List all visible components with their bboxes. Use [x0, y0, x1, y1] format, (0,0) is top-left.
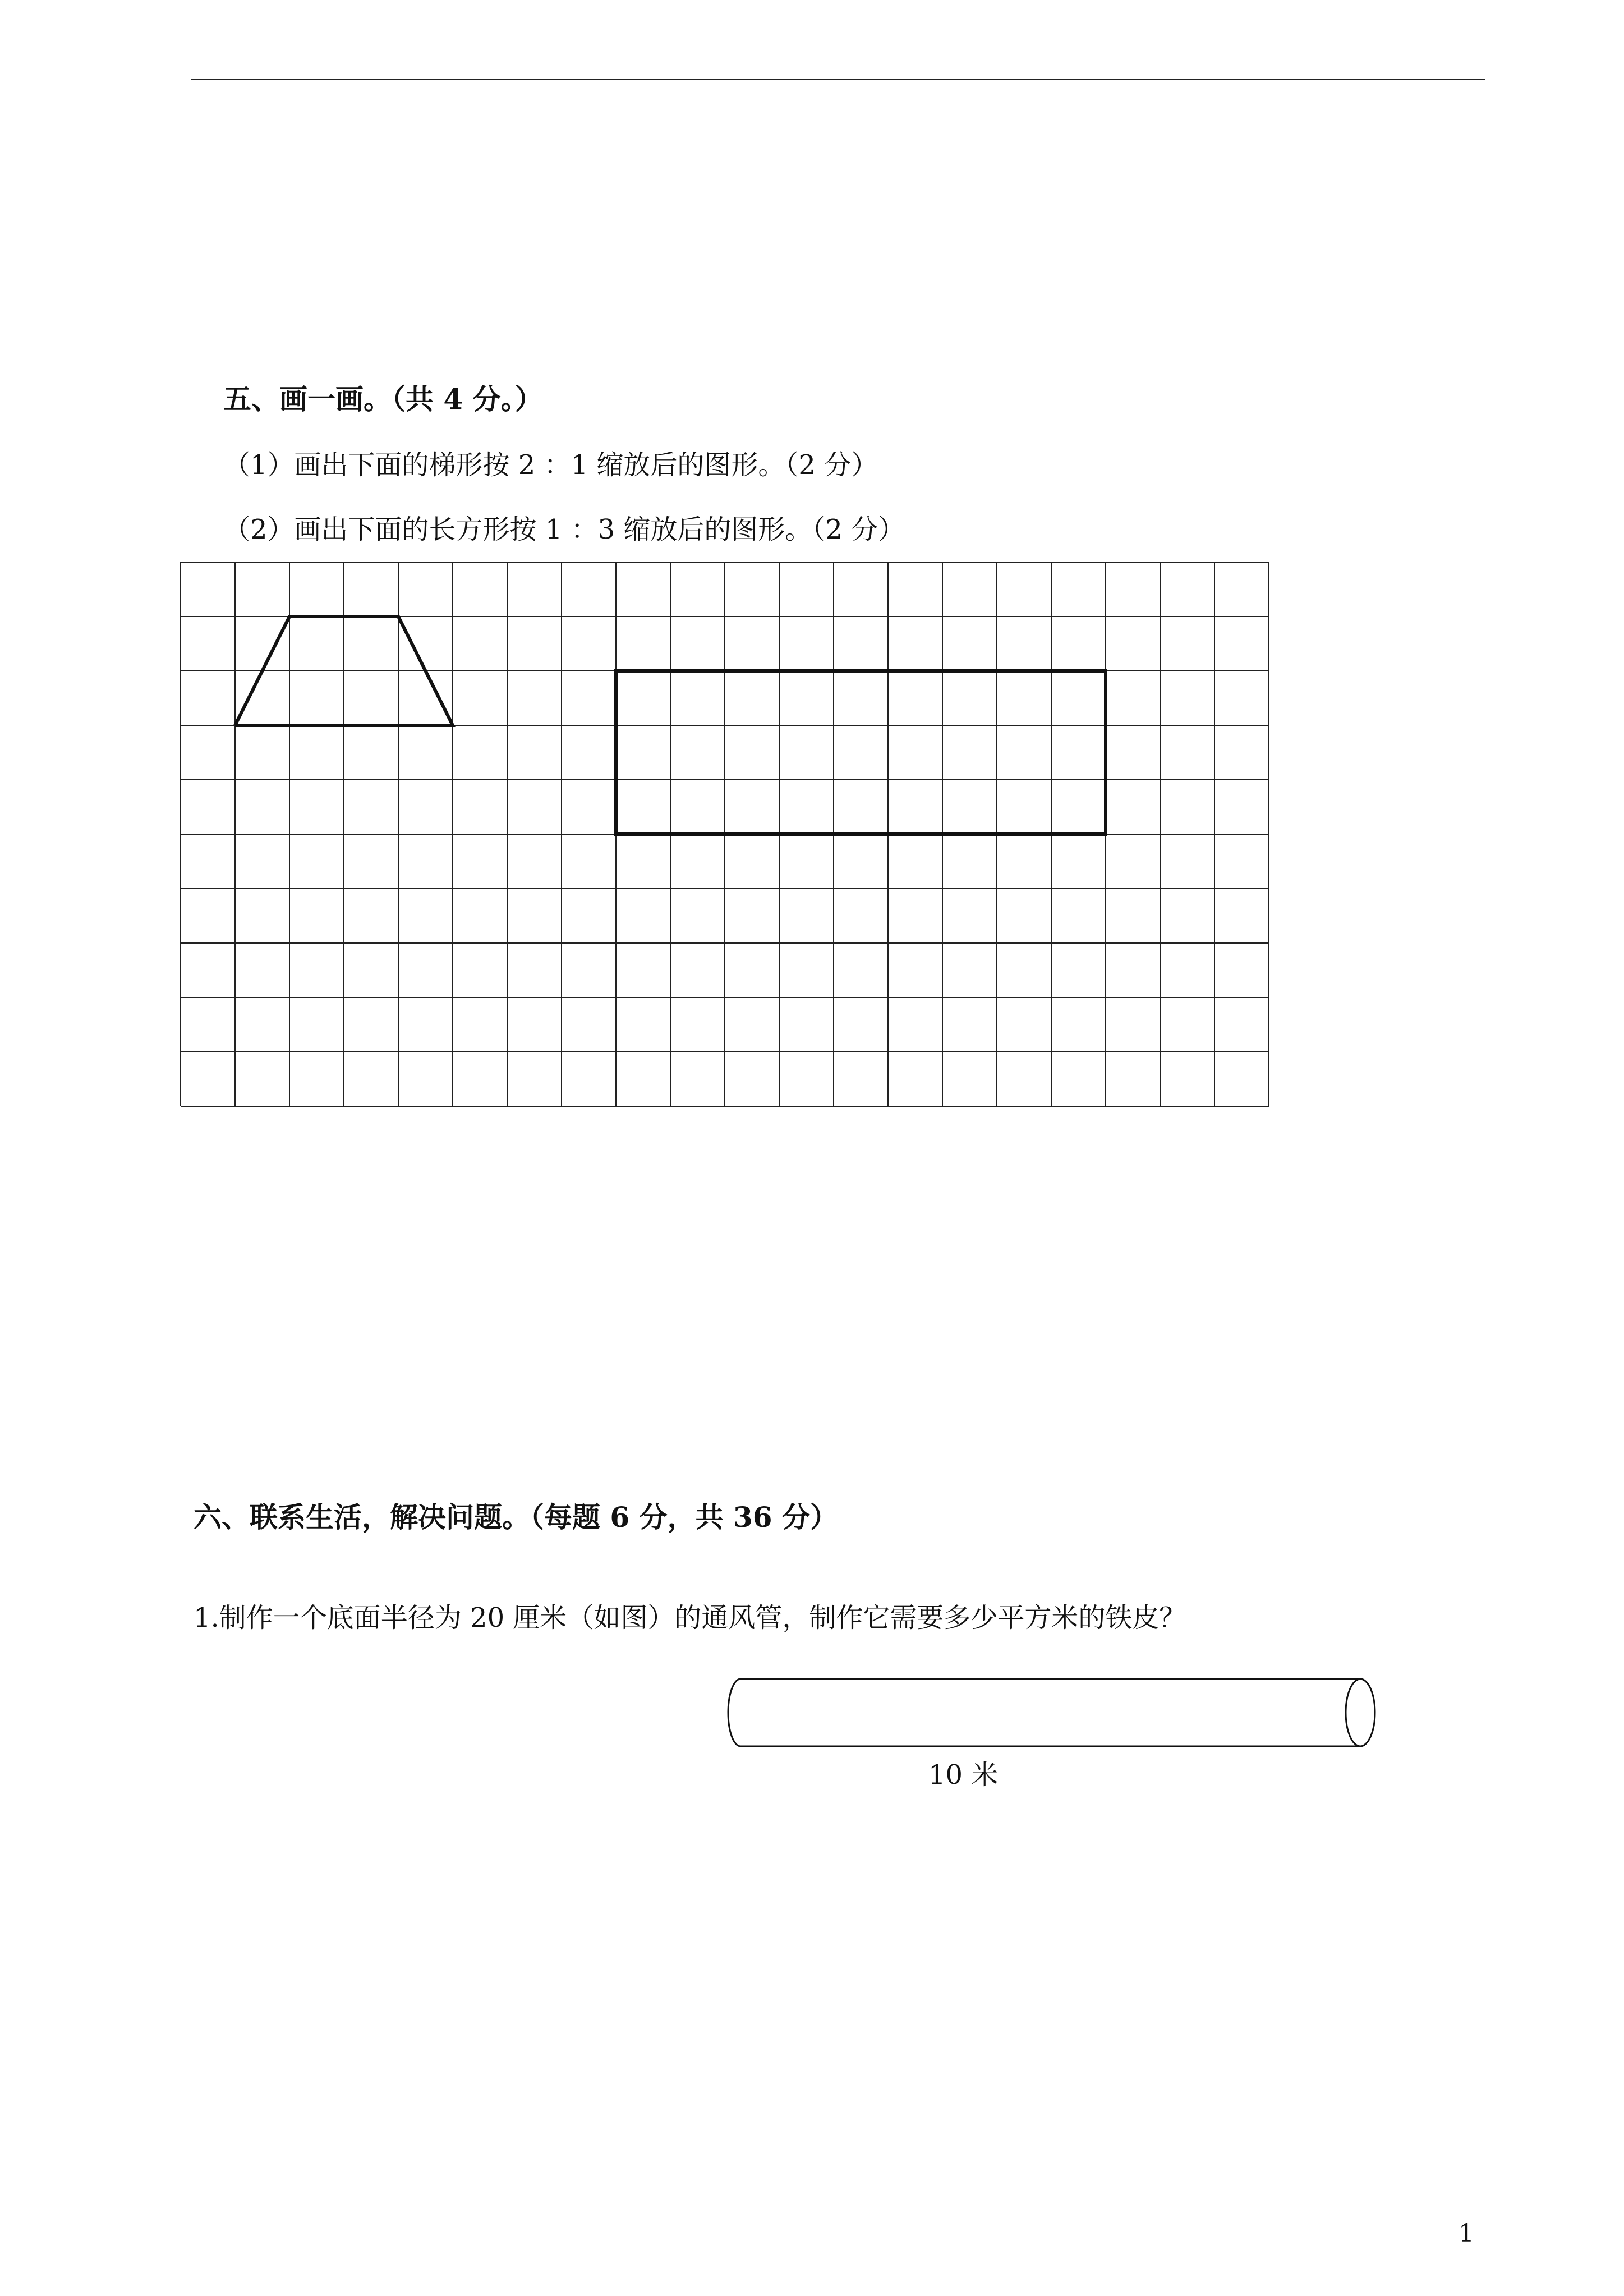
- section-6-question-1: 1.制作一个底面半径为 20 厘米（如图）的通风管，制作它需要多少平方米的铁皮？: [194, 1602, 1186, 1634]
- drawing-grid: [180, 561, 1279, 1116]
- page-number: 1: [1459, 2219, 1474, 2248]
- section-6-title: 六、联系生活，解决问题。（每题 6 分，共 36 分）: [194, 1501, 838, 1534]
- rectangle-shape: [616, 671, 1106, 834]
- section-5-question-1: （1）画出下面的梯形按 2 ：1 缩放后的图形。（2 分）: [223, 449, 878, 481]
- section-5-title: 五、画一画。（共 4 分。）: [223, 383, 543, 416]
- header-rule: [191, 79, 1485, 80]
- ventilation-pipe-figure: [724, 1674, 1386, 1753]
- pipe-length-label: 10 米: [928, 1759, 999, 1791]
- pipe-end-ellipse: [1346, 1679, 1375, 1746]
- section-5-question-2: （2）画出下面的长方形按 1 ：3 缩放后的图形。（2 分）: [223, 514, 905, 545]
- pipe-body: [728, 1679, 1360, 1746]
